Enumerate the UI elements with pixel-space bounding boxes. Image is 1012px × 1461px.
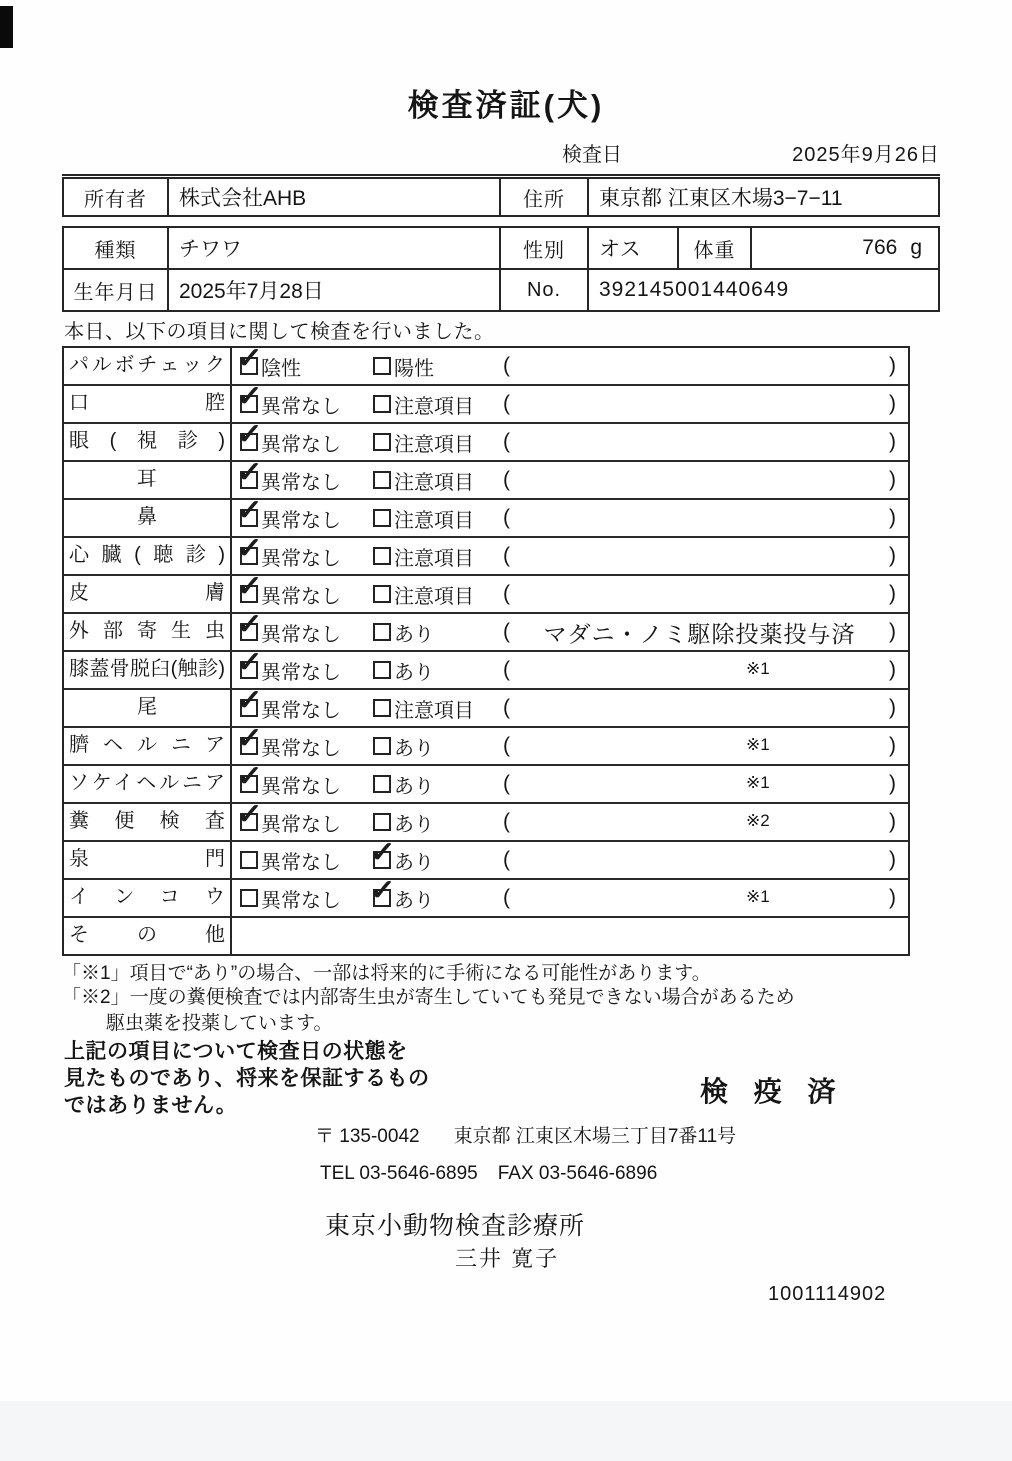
- clinic-contact: [320, 1163, 657, 1185]
- item-label: パルボチェック: [64, 348, 232, 384]
- item-label: 耳: [64, 462, 232, 498]
- checkbox: [240, 509, 258, 527]
- footnote-1: 「※1」項目で“あり”の場合、一部は将来的に手術になる可能性があります。: [62, 963, 711, 984]
- checkbox: [373, 585, 391, 603]
- quarantine-stamp: 検 疫 済: [700, 1076, 845, 1107]
- checkbox: [373, 813, 391, 831]
- checkbox: [240, 357, 258, 375]
- inspection-date-row: [62, 138, 940, 176]
- item-label: 臍ヘルニア: [64, 728, 232, 764]
- document-serial-number: 1001114902: [768, 1283, 887, 1305]
- page-title: 検査済証(犬): [407, 88, 605, 123]
- item-label: 泉門: [64, 842, 232, 878]
- table-row: 眼(視診) ✓ 異常なし 注意項目 ( ): [64, 422, 908, 460]
- checkbox: [373, 395, 391, 413]
- item-label: 心臓(聴診): [64, 538, 232, 574]
- table-row: 口腔 ✓ 異常なし 注意項目 ( ): [64, 384, 908, 422]
- scan-artifact-mark: [0, 6, 13, 48]
- intro-text: 本日、以下の項目に関して検査を行いました。: [64, 321, 495, 343]
- checkbox: [373, 623, 391, 641]
- breed-value: チワワ: [167, 228, 499, 268]
- fax-number: FAX 03-5646-6896: [497, 1163, 658, 1184]
- checkbox: [240, 813, 258, 831]
- table-row: 耳 ✓ 異常なし 注意項目 ( ): [64, 460, 908, 498]
- table-row: 糞便検査 ✓ 異常なし あり ( ) ※2: [64, 802, 908, 840]
- checkbox: [373, 699, 391, 717]
- birthdate-label: 生年月日: [73, 281, 158, 304]
- checkbox: [373, 433, 391, 451]
- table-row: 皮膚 ✓ 異常なし 注意項目 ( ): [64, 574, 908, 612]
- checkbox: [240, 395, 258, 413]
- disclaimer-text: 上記の項目について検査日の状態を 見たものであり、将来を保証するもの ではありません。: [64, 1040, 430, 1117]
- sex-value: オス: [587, 228, 677, 268]
- checkbox: [240, 661, 258, 679]
- checkbox: [240, 737, 258, 755]
- address-label: 住所: [499, 179, 587, 215]
- checkbox: [373, 737, 391, 755]
- clinic-name: 東京小動物検査診療所: [325, 1212, 586, 1240]
- item-label: 外部寄生虫: [64, 614, 232, 650]
- item-label: 皮膚: [64, 576, 232, 612]
- checkbox: [240, 889, 258, 907]
- clinic-address: 東京都 江東区木場三丁目7番11号: [453, 1126, 737, 1147]
- remark-mark: ※1: [746, 659, 770, 678]
- checkbox: [240, 433, 258, 451]
- table-row: 外部寄生虫 ✓ 異常なし あり ( マダニ・ノミ駆除投薬投与済 ): [64, 612, 908, 650]
- inspection-date-value: 2025年9月26日: [792, 144, 940, 166]
- remark-mark: ※1: [746, 735, 770, 754]
- item-label: 鼻: [64, 500, 232, 536]
- table-row: [64, 916, 908, 954]
- checkbox: [240, 851, 258, 869]
- owner-label: 所有者: [84, 188, 147, 211]
- sex-label: 性別: [499, 228, 587, 268]
- item-label: 尾: [64, 690, 232, 726]
- note-value: マダニ・ノミ駆除投薬投与済: [543, 620, 856, 647]
- postal-code: 〒 135-0042: [315, 1126, 420, 1147]
- checkbox: [373, 547, 391, 565]
- table-row: 泉門 異常なし ✓ あり ( ): [64, 840, 908, 878]
- item-label: インコウ: [64, 880, 232, 916]
- inspection-date-label: 検査日: [562, 144, 622, 166]
- checkbox: [240, 585, 258, 603]
- clinic-postal-address: [315, 1121, 736, 1148]
- weight-value-cell: [750, 228, 938, 268]
- pet-info-table: [62, 226, 940, 312]
- address-value: 東京都 江東区木場3−7−11: [587, 179, 938, 215]
- veterinarian-name: 三井 寛子: [455, 1246, 560, 1271]
- checkbox: [373, 775, 391, 793]
- table-row: 鼻 ✓ 異常なし 注意項目 ( ): [64, 498, 908, 536]
- item-label: その他: [64, 918, 232, 954]
- table-row: パルボチェック ✓ 陰性 陽性 ( ): [64, 348, 908, 384]
- weight-unit: g: [910, 236, 922, 259]
- checkbox: [240, 471, 258, 489]
- checkbox: [240, 699, 258, 717]
- footnote-2: 「※2」一度の糞便検査では内部寄生虫が寄生していても発見できない場合があるため 駆虫薬を投薬しています。: [62, 987, 795, 1034]
- item-label: 口腔: [64, 386, 232, 422]
- remark-mark: ※1: [746, 773, 770, 792]
- scan-shadow-band: [0, 1401, 1012, 1461]
- item-label: ソケイヘルニア: [64, 766, 232, 802]
- checkbox: [373, 889, 391, 907]
- weight-value: 766: [862, 236, 898, 259]
- birthdate-value: 2025年7月28日: [167, 270, 499, 310]
- table-row: 心臓(聴診) ✓ 異常なし 注意項目 ( ): [64, 536, 908, 574]
- checkbox: [240, 623, 258, 641]
- tel-number: TEL 03-5646-6895: [320, 1163, 478, 1184]
- weight-label: 体重: [677, 228, 750, 268]
- checkbox: [373, 851, 391, 869]
- checkbox: [240, 547, 258, 565]
- table-row: インコウ 異常なし ✓ あり ( ) ※1: [64, 878, 908, 916]
- item-label: 膝蓋骨脱臼(触診): [64, 652, 232, 688]
- remark-mark: ※1: [746, 887, 770, 906]
- table-row: ソケイヘルニア ✓ 異常なし あり ( ) ※1: [64, 764, 908, 802]
- no-label: No.: [499, 270, 587, 310]
- checkbox: [373, 509, 391, 527]
- check-table: [62, 346, 910, 956]
- table-row: 尾 ✓ 異常なし 注意項目 ( ): [64, 688, 908, 726]
- item-label: 糞便検査: [64, 804, 232, 840]
- breed-label: 種類: [94, 239, 137, 262]
- table-row: 膝蓋骨脱臼(触診) ✓ 異常なし あり ( ) ※1: [64, 650, 908, 688]
- no-value: 392145001440649: [587, 270, 938, 310]
- remark-mark: ※2: [746, 811, 770, 830]
- item-label: 眼(視診): [64, 424, 232, 460]
- checkbox: [373, 471, 391, 489]
- checkbox: [373, 357, 391, 375]
- checkbox: [240, 775, 258, 793]
- owner-table: [62, 177, 940, 217]
- checkbox: [373, 661, 391, 679]
- table-row: 臍ヘルニア ✓ 異常なし あり ( ) ※1: [64, 726, 908, 764]
- owner-value: 株式会社AHB: [167, 179, 499, 215]
